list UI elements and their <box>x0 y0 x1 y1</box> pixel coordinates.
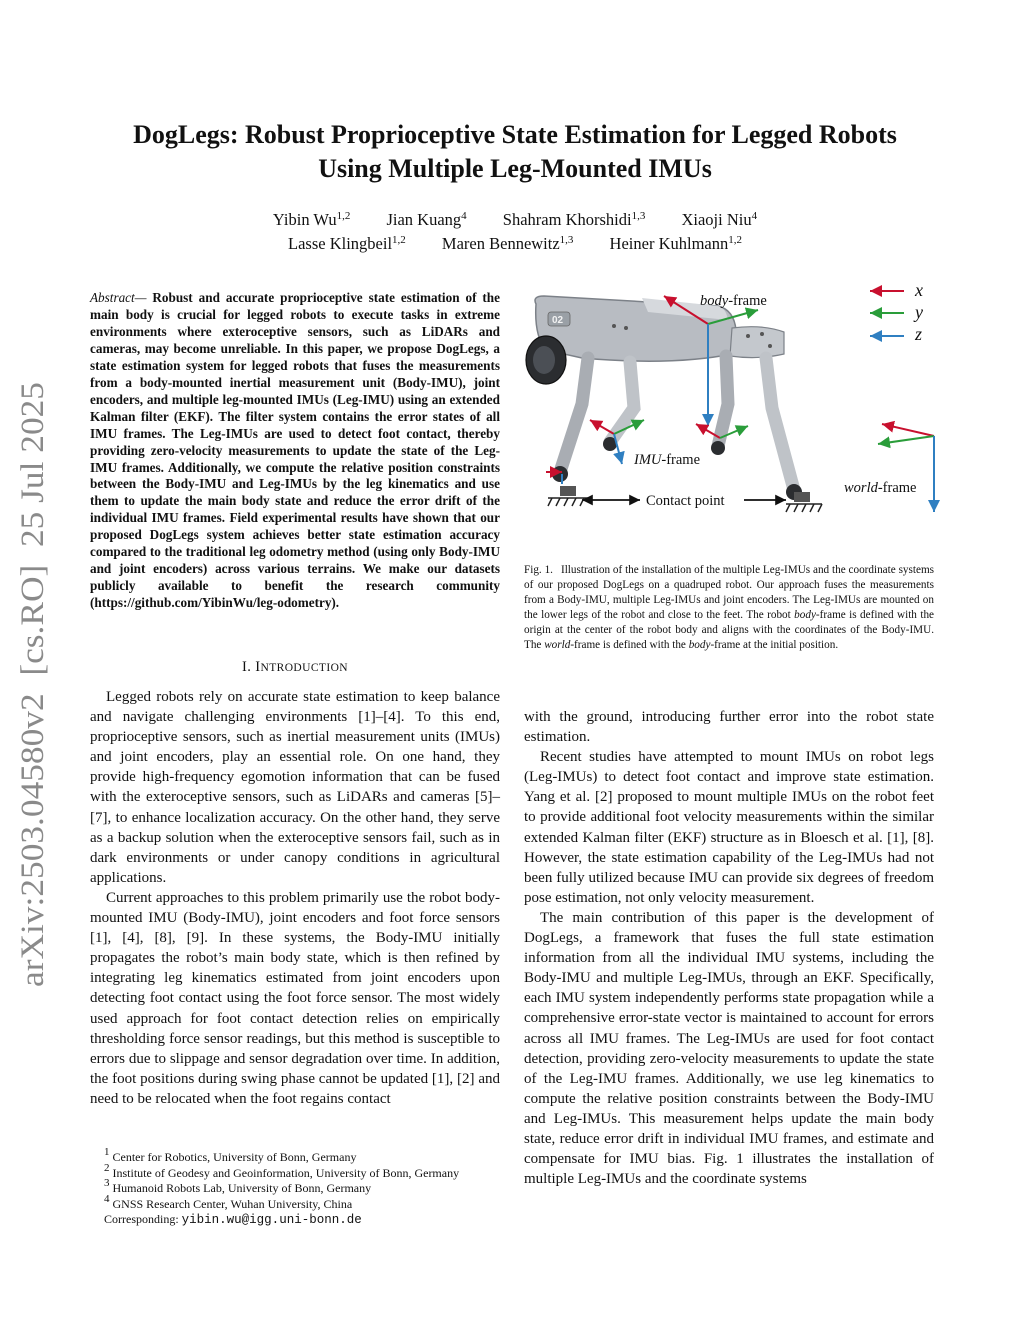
body-frame-label: body-frame <box>700 293 767 309</box>
footnote: $^2$ Institute of Geodesy and Geoinformation, University of Bonn, Germany <box>104 1161 460 1180</box>
arxiv-identifier-stamp <box>3 375 59 995</box>
contact-point-label: Contact point <box>646 493 725 509</box>
footnotes <box>104 1146 504 1229</box>
abstract-text: Robust and accurate proprioceptive state estimation of the main body is crucial for legged robots to execute tasks in extreme environments where exteroceptive sensors, such as LiDARs and cameras, may become unreliable. In this paper, we propose DogLegs, a state estimation system for legged robots that fuses the measurements from a body-mounted inertial measurement unit (Body-IMU), joint encoders, and multiple leg-mounted IMUs (Leg-IMU) using an extended Kalman filter (EKF). The filter system contains the error states of all IMU frames. The Leg-IMUs are used to detect foot contact, thereby providing zero-velocity measurements to update the state of the Leg-IMU frames. Additionally, we compute the relative position constraints between the Body-IMU and Leg-IMUs by the leg kinematics and use them to update the main body state and reduce the error drift of the individual IMU frames. Field experimental results have shown that our proposed DogLegs system achieves better state estimation accuracy compared to the traditional leg odometry method (using only Body-IMU and joint encoders) across various terrains. We make our datasets publicly available to benefit the research community (https://github.com/YibinWu/leg-odometry). <box>90 290 500 611</box>
author: Lasse Klingbeil$^{1,2}$ <box>288 234 406 253</box>
abstract <box>90 290 500 612</box>
corresponding-author: Corresponding: yibin.wu@igg.uni-bonn.de <box>104 1212 362 1228</box>
paper-title <box>90 118 940 186</box>
legend-z: z <box>915 324 923 344</box>
right-body-column <box>524 707 934 1189</box>
footnote: $^3$ Humanoid Robots Lab, University of Bonn, Germany <box>104 1177 372 1196</box>
figure-1 <box>522 276 940 538</box>
paragraph: with the ground, introducing further error into the robot state estimation. <box>524 709 934 746</box>
footnote: $^1$ Center for Robotics, University of Bonn, Germany <box>104 1146 357 1164</box>
author-list <box>90 208 940 256</box>
axis-legend <box>870 280 923 344</box>
paragraph: The main contribution of this paper is the development of DogLegs, a framework that fuses the full state estimation information from all the individual IMU systems, including the Body-IMU and multiple Leg-IMUs, through an EKF. Specifically, each IMU system independently performs state propagation while a comprehensive error-state vector is maintained to account for errors across all IMU frames. The Leg-IMUs are used for foot contact detection, providing zero-velocity measurements to update the state of the Leg-IMU frames. Additionally, we use leg kinematics to compute the relative position constraints between the Body-IMU and Leg-IMUs. This measurement helps update the main body state, reduce error drift in individual IMU frames, and estimate and compensate for IMU bias. Fig. 1 illustrates the installation of multiple Leg-IMUs and the coordinate systems <box>524 909 934 1188</box>
robot-number-label: 02 <box>552 315 564 326</box>
section-heading-introduction: I. INTRODUCTION <box>242 659 348 675</box>
left-body-column <box>90 687 500 1109</box>
legend-y: y <box>915 302 923 322</box>
imu-frame-label: IMU-frame <box>634 452 701 468</box>
author-row-1 <box>90 208 940 232</box>
title-line-1: DogLegs: Robust Proprioceptive State Estimation for Legged Robots <box>133 120 897 149</box>
legend-x: x <box>915 280 923 300</box>
paragraph: Legged robots rely on accurate state estimation to keep balance and navigate challenging environments [1]–[4]. To this end, proprioceptive sensors, such as inertial measurement units (IMUs) and joint encoders, play an essential role. On one hand, they provide high-frequency egomotion information that can be fused with the exteroceptive sensors, such as LiDARs and cameras [5]–[7], to enhance localization accuracy. On the other hand, they serve as a backup solution when the exteroceptive sensors fail, such as in dark environments or under canopy conditions in agricultural applications. <box>90 689 500 886</box>
title-line-2: Using Multiple Leg-Mounted IMUs <box>318 154 712 183</box>
caption-label: Fig. 1. <box>524 564 553 576</box>
arxiv-identifier-text: arXiv:2503.04580v2 [cs.RO] 25 Jul 2025 <box>15 422 51 987</box>
author: Yibin Wu$^{1,2}$ <box>272 210 351 229</box>
author: Heiner Kuhlmann$^{1,2}$ <box>609 234 742 253</box>
author: Shahram Khorshidi$^{1,3}$ <box>502 210 646 229</box>
paragraph: Recent studies have attempted to mount IMUs on robot legs (Leg-IMUs) to detect foot contact and improve state estimation. Yang et al. [2] proposed to mount multiple IMUs on the robot feet to provide additional foot velocity measurements within the similar extended Kalman filter (EKF) structure as in Bloesch et al. [1], [8]. However, the state estimation capability of the Leg-IMUs had not been fully utilized because IMU can provide six degrees of freedom pose estimation, not only velocity measurement. <box>524 749 934 906</box>
author-row-2 <box>90 232 940 256</box>
robot-illustration <box>522 276 940 538</box>
world-frame-axes <box>878 424 934 512</box>
footnote: $^4$ GNSS Research Center, Wuhan University, China <box>104 1192 353 1211</box>
author: Xiaoji Niu$^4$ <box>681 210 758 229</box>
author: Jian Kuang$^4$ <box>386 210 467 229</box>
robot-body <box>526 296 784 384</box>
paragraph: Current approaches to this problem primarily use the robot body-mounted IMU (Body-IMU), joint encoders and foot force sensors [1], [4], [8], [9]. In these systems, the Body-IMU initially propagates the robot’s main body state, which is then refined by integrating leg kinematics estimated from joint encoders upon detecting foot contact using the foot force sensor. The most widely used approach for foot contact detection relies on empirically thresholding force sensor readings, but this method is susceptible to errors due to slippage and sensor degradation over time. In addition, the foot positions during swing phase cannot be updated [1], [2] and need to be relocated when the foot regains contact <box>90 889 500 1107</box>
corresponding-email-link[interactable]: yibin.wu@igg.uni-bonn.de <box>181 1213 362 1228</box>
abstract-lead: Abstract— <box>90 290 147 305</box>
figure-1-caption: Fig. 1. Illustration of the installation of the multiple Leg-IMUs and the coordinate systems of our proposed DogLegs on a quadruped robot. Our approach fuses the measurements from a Body-IMU, multiple Leg-IMUs and joint encoders. The Leg-IMUs are mounted on the lower legs of the robot and close to the feet. The robot body-frame is defined with the origin at the center of the robot body and aligns with the coordinates of the Body-IMU. The world-frame is defined with the body-frame at the initial position. <box>524 564 934 652</box>
world-frame-label: world-frame <box>844 480 917 496</box>
author: Maren Bennewitz$^{1,3}$ <box>441 234 574 253</box>
robot-feet <box>552 437 802 500</box>
